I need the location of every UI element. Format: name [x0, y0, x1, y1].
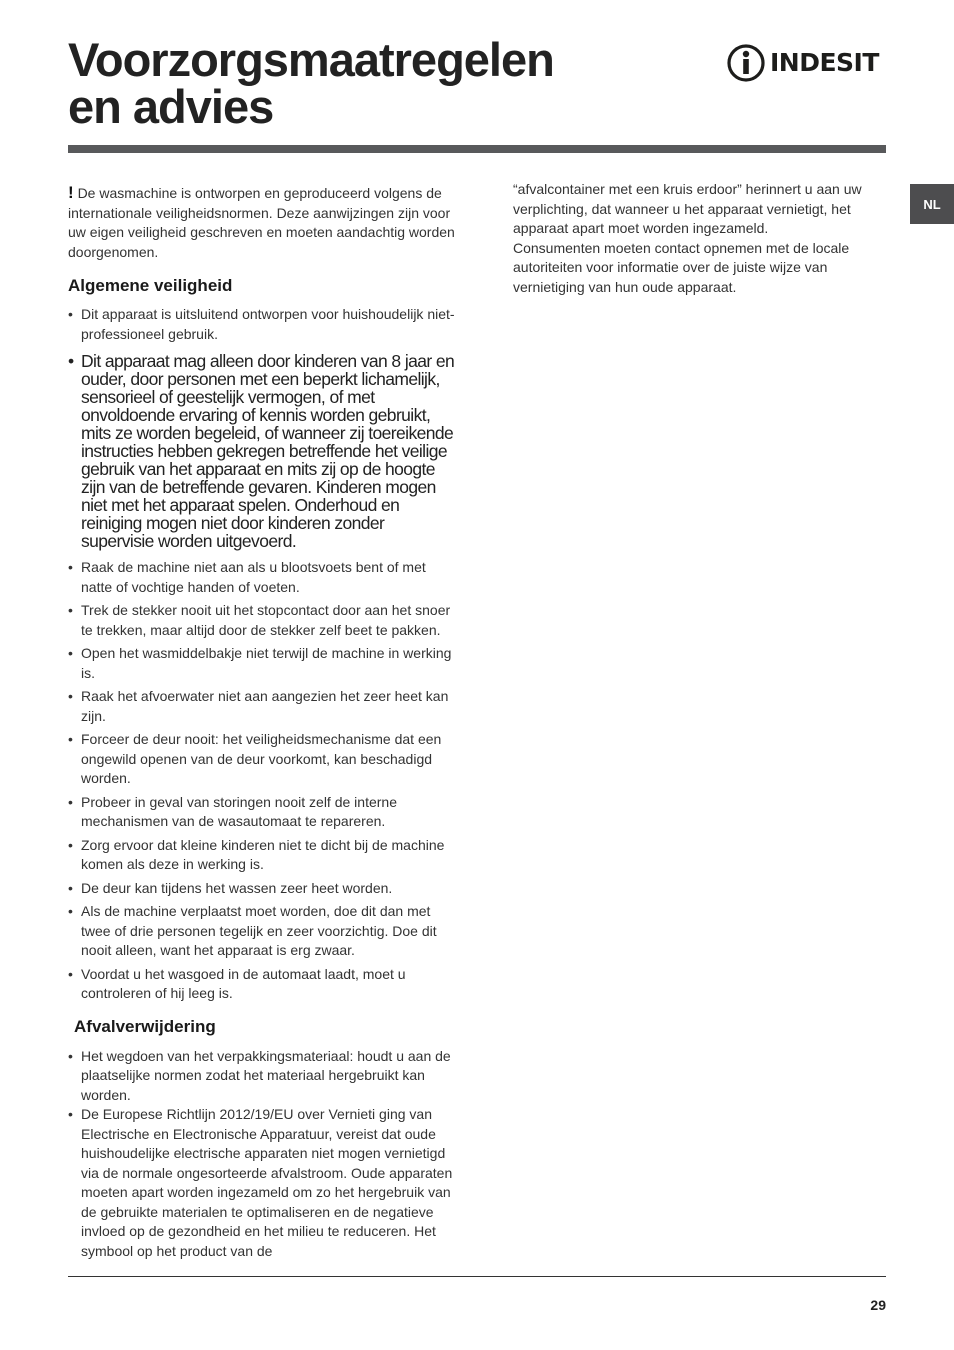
safety-list [68, 305, 456, 1004]
indesit-circle-i-icon [726, 42, 766, 82]
waste-list [68, 1047, 456, 1262]
intro-text: De wasmachine is ontworpen en geproduceerd volgens de internationale veiligheidsnormen. Deze aanwijzingen zijn voor uw eigen veiligheid geschreven en moeten aandachtig worden doorgenomen. [68, 185, 455, 260]
page-title [68, 33, 554, 133]
list-item: • Probeer in geval van storingen nooit zelf de interne mechanismen van de wasautomaat te repareren. [68, 793, 456, 832]
list-item: • Open het wasmiddelbakje niet terwijl de machine in werking is. [68, 644, 456, 683]
page-title-line-2: en advies [68, 80, 274, 133]
list-item: • De Europese Richtlijn 2012/19/EU over Vernieti ging van Electrische en Electronische Apparatuur, vereist dat oude huishoudelijke electrische apparaten niet mogen vernietigd via de normale ongesorteerde afvalstroom. Oude apparaten moeten apart worden ingezameld om zo het hergebruik van de gebruikte materialen te optimaliseren en de negatieve invloed op de gezondheid en het milieu te reduceren. Het symbool op het product van de [68, 1105, 456, 1261]
list-item: • De deur kan tijdens het wassen zeer heet worden. [68, 879, 456, 899]
language-tab: NL [910, 184, 954, 224]
intro-paragraph [68, 183, 456, 262]
consumers-text: Consumenten moeten contact opnemen met de locale autoriteiten voor informatie over de juiste wijze van vernietiging van hun oude apparaat. [513, 239, 850, 295]
list-item: • Dit apparaat mag alleen door kinderen van 8 jaar en ouder, door personen met een beperkt lichamelijk, sensorieel of geestelijk vermogen, of met onvoldoende ervaring of kennis worden gebruikt, mits ze worden begeleid, of wanneer zij toereikende instructies hebben gekregen betreffende het veilige gebruik van het apparaat en mits zij op de hoogte zijn van de betreffende gevaren. Kinderen mogen niet met het apparaat spelen. Onderhoud en reiniging mogen niet door kinderen zonder supervisie worden uitgevoerd. [68, 352, 456, 550]
list-item: • Forceer de deur nooit: het veiligheidsmechanisme dat een ongewild openen van de deur voorkomt, kan beschadigd worden. [68, 730, 456, 789]
page-number: 29 [870, 1297, 886, 1313]
list-item: • Het wegdoen van het verpakkingsmateriaal: houdt u aan de plaatselijke normen zodat het materiaal hergebruikt kan worden. [68, 1047, 456, 1106]
right-column [513, 180, 885, 297]
brand-name: INDESIT [770, 48, 879, 77]
brand-logo [726, 42, 888, 82]
footer-divider [68, 1276, 886, 1277]
list-item: • Trek de stekker nooit uit het stopcontact door aan het snoer te trekken, maar altijd door de stekker zelf beet te pakken. [68, 601, 456, 640]
safety-heading: Algemene veiligheid [68, 276, 233, 295]
warning-mark-icon: ! [68, 183, 74, 202]
list-item: • Raak de machine niet aan als u blootsvoets bent of met natte of vochtige handen of voeten. [68, 558, 456, 597]
list-item: • Voordat u het wasgoed in de automaat laadt, moet u controleren of hij leeg is. [68, 965, 456, 1004]
page-title-line-1: Voorzorgsmaatregelen [68, 33, 554, 86]
left-column [68, 183, 456, 1261]
waste-heading: Afvalverwijdering [74, 1016, 216, 1036]
list-item: • Zorg ervoor dat kleine kinderen niet te dicht bij de machine komen als deze in werking is. [68, 836, 456, 875]
list-item: • Als de machine verplaatst moet worden, doe dit dan met twee of drie personen tegelijk en zeer voorzichtig. Doe dit nooit alleen, want het apparaat is erg zwaar. [68, 902, 456, 961]
list-item: • Raak het afvoerwater niet aan aangezien het zeer heet kan zijn. [68, 687, 456, 726]
waste-continued-text: “afvalcontainer met een kruis erdoor” herinnert u aan uw verplichting, dat wanneer u het apparaat vernietigt, het apparaat apart moet worden ingezameld. [513, 181, 862, 236]
title-divider [68, 145, 886, 153]
list-item: • Dit apparaat is uitsluitend ontworpen voor huishoudelijk niet-professioneel gebruik. [68, 305, 456, 344]
